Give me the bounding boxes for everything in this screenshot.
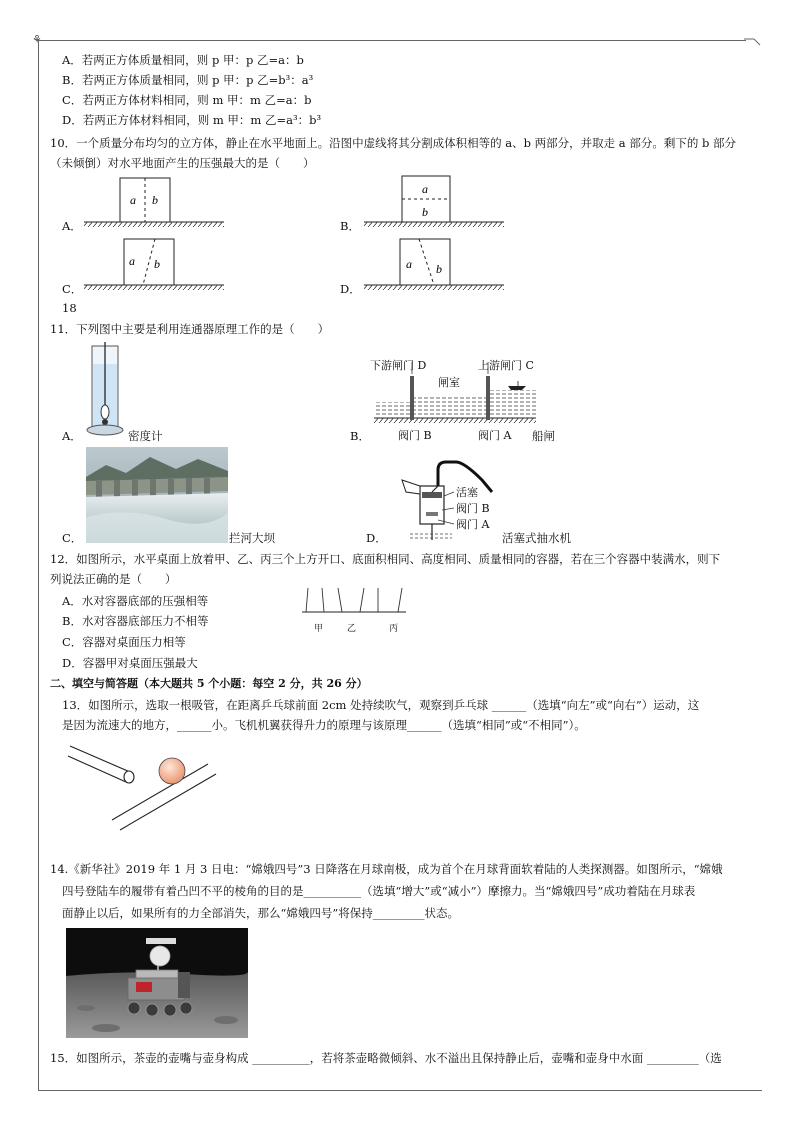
- q14-line2: 四号登陆车的履带有着凸凹不平的棱角的目的是__________（选填“增大”或“减小”）摩擦力。当“嫦娥四号”成功着陆在月球表: [62, 884, 696, 898]
- q10-stray-number: 18: [62, 301, 77, 315]
- q9-option-c: C．若两正方体材料相同，则 m 甲：m 乙=a：b: [62, 93, 312, 107]
- q9-option-d: D．若两正方体材料相同，则 m 甲：m 乙=a³：b³: [62, 113, 322, 127]
- q10-figure-a: [84, 172, 224, 228]
- lock-chamber-label: 闸室: [438, 376, 460, 389]
- container-yi-label: 乙: [347, 624, 357, 634]
- q10-figure-b: [364, 172, 504, 228]
- piston-pump-caption: 活塞式抽水机: [502, 531, 571, 545]
- q12-option-b: B．水对容器底部压力不相等: [62, 614, 209, 628]
- q15-line1: 15．如图所示，茶壶的壶嘴与壶身构成 __________，若将茶壶略微倾斜、水不溢出且保持静止后，壶嘴和壶身中水面 _________（选: [50, 1051, 722, 1065]
- q12-stem-line2: 列说法正确的是（ ）: [50, 572, 177, 586]
- pump-valve-b-label: 阀门 B: [456, 502, 490, 515]
- three-containers-figure: [298, 586, 410, 620]
- q9-option-b: B．若两正方体质量相同，则 p 甲：p 乙=b³：a³: [62, 73, 314, 87]
- q11-option-a: A．: [62, 429, 82, 443]
- q10-option-c: C．: [62, 282, 83, 296]
- q10-stem-line2: （未倾倒）对水平地面产生的压强最大的是（ ）: [50, 156, 315, 170]
- container-jia-label: 甲: [314, 624, 324, 634]
- q10-figure-c: [84, 235, 224, 291]
- q10-b-label-a: a: [422, 182, 428, 196]
- hydrometer-caption: 密度计: [128, 429, 163, 443]
- lock-valve-b-label: 阀门 B: [398, 429, 432, 442]
- q14-line3: 面静止以后，如果所有的力全部消失，那么“嫦娥四号”将保持_________状态。: [62, 906, 460, 920]
- q12-option-c: C．容器对桌面压力相等: [62, 635, 186, 649]
- page-frame-left: [38, 40, 39, 1090]
- header-mark: ⚘: [32, 33, 42, 46]
- q11-option-d: D．: [366, 531, 387, 545]
- page-frame-bottom: [38, 1090, 762, 1091]
- dam-caption: 拦河大坝: [229, 531, 275, 545]
- q10-option-a: A．: [62, 219, 82, 233]
- straw-pingpong-figure: [66, 740, 222, 832]
- q12-option-d: D．容器甲对桌面压强最大: [62, 656, 198, 670]
- q13-line1: 13．如图所示，选取一根吸管，在距离乒乓球前面 2cm 处持续吹气，观察到乒乓球 ______（选填“向左”或“向右”）运动，这: [62, 698, 700, 712]
- q10-a-label-a: a: [130, 193, 136, 207]
- pump-valve-a-label: 阀门 A: [456, 518, 490, 531]
- q10-option-b: B．: [340, 219, 360, 233]
- page-frame-top: [38, 40, 746, 41]
- container-bing-label: 丙: [389, 624, 399, 634]
- q12-option-a: A．水对容器底部的压强相等: [62, 594, 209, 608]
- page-fold-icon: [744, 37, 762, 47]
- q12-stem-line1: 12．如图所示，水平桌面上放着甲、乙、丙三个上方开口、底面积相同、高度相同、质量相同的容器，若在三个容器中装满水，则下: [50, 552, 721, 566]
- q11-option-c: C．: [62, 531, 83, 545]
- q10-stem-line1: 10．一个质量分布均匀的立方体，静止在水平地面上。沿图中虚线将其分割成体积相等的 a、b 两部分，并取走 a 部分。剩下的 b 部分: [50, 136, 736, 150]
- q10-b-label-b: b: [422, 205, 428, 219]
- pump-piston-label: 活塞: [456, 486, 478, 499]
- q11-stem: 11．下列图中主要是利用连通器原理工作的是（ ）: [50, 322, 330, 336]
- q10-a-label-b: b: [152, 193, 158, 207]
- q10-option-d: D．: [340, 282, 361, 296]
- q11-option-b: B．: [350, 429, 370, 443]
- q14-line1: 14.《新华社》2019 年 1 月 3 日电：“嫦娥四号”3 日降落在月球南极，成为首个在月球背面软着陆的人类探测器。如图所示，“嫦娥: [50, 862, 723, 876]
- moon-rover-photo: [66, 928, 248, 1038]
- q10-d-label-a: a: [406, 257, 412, 271]
- section2-title: 二、填空与简答题（本大题共 5 个小题：每空 2 分，共 26 分）: [50, 677, 368, 690]
- q10-figure-d: [364, 235, 504, 291]
- moon-rover-image: [66, 928, 248, 1038]
- lock-upstream-gate-label: 上游闸门 C: [478, 359, 534, 372]
- q10-c-label-a: a: [129, 254, 135, 268]
- ship-lock-caption: 船闸: [532, 429, 555, 443]
- q9-option-a: A．若两正方体质量相同，则 p 甲：p 乙=a：b: [62, 53, 304, 67]
- lock-downstream-gate-label: 下游闸门 D: [370, 359, 427, 372]
- q13-line2: 是因为流速大的地方，______小。飞机机翼获得升力的原理与该原理______（选填“相同”或“不相同”）。: [62, 718, 586, 732]
- q10-d-label-b: b: [436, 262, 442, 276]
- dam-image: [86, 447, 228, 543]
- dam-photo: [86, 447, 228, 543]
- q10-c-label-b: b: [154, 257, 160, 271]
- lock-valve-a-label: 阀门 A: [478, 429, 512, 442]
- hydrometer-figure: [84, 340, 128, 440]
